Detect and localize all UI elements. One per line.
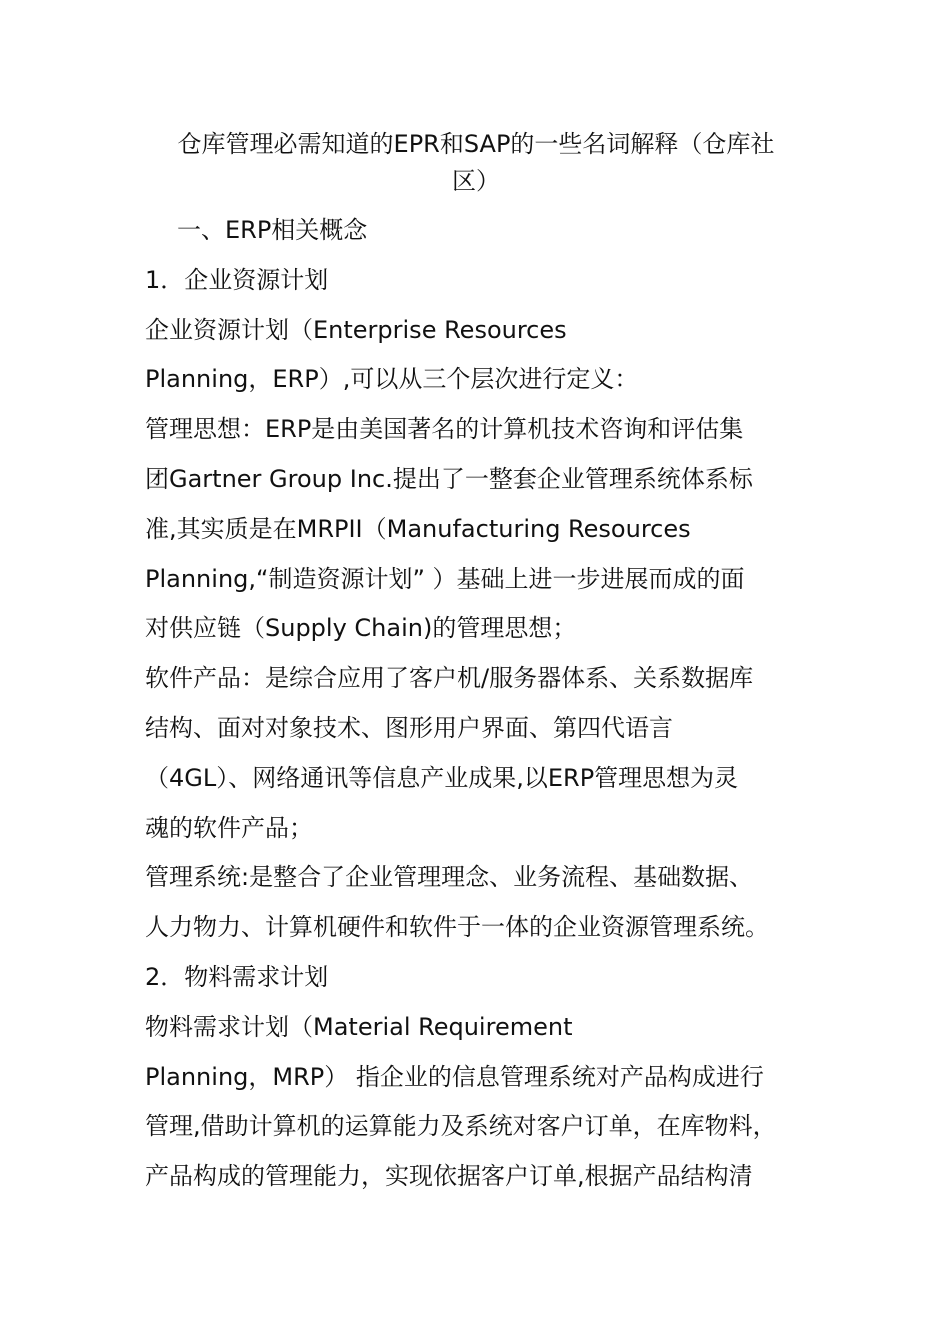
paragraph-line: Planning，MRP） 指企业的信息管理系统对产品构成进行 <box>145 1062 764 1091</box>
paragraph-line: Planning,“制造资源计划” ）基础上进一步进展而成的面 <box>145 564 745 593</box>
paragraph-line: Planning，ERP）,可以从三个层次进行定义： <box>145 365 639 394</box>
paragraph-line: （4GL）、网络通讯等信息产业成果,以ERP管理思想为灵 <box>145 763 739 792</box>
title-line-2: 区） <box>452 167 500 195</box>
paragraph-line: 软件产品：是综合应用了客户机/服务器体系、关系数据库 <box>145 664 754 693</box>
document-body <box>145 126 807 1202</box>
paragraph-line: 物料需求计划（Material Requirement <box>145 1012 573 1041</box>
subheading-enterprise-resource-planning: 1．企业资源计划 <box>145 265 329 294</box>
section-heading-erp: 一、ERP相关概念 <box>177 216 368 244</box>
paragraph-line: 管理系统:是整合了企业管理理念、业务流程、基础数据、 <box>145 863 754 892</box>
subheading-material-requirement-planning: 2．物料需求计划 <box>145 962 329 991</box>
paragraph-line: 产品构成的管理能力，实现依据客户订单,根据产品结构清 <box>145 1162 753 1191</box>
paragraph-line: 企业资源计划（Enterprise Resources <box>145 315 567 344</box>
document-title <box>145 126 807 206</box>
title-line-1: 仓库管理必需知道的EPR和SAP的一些名词解释（仓库社 <box>177 130 775 158</box>
paragraph-line: 对供应链（Supply Chain)的管理思想； <box>145 614 577 643</box>
paragraph-line: 团Gartner Group Inc.提出了一整套企业管理系统体系标 <box>145 464 753 493</box>
paragraph-line: 人力物力、计算机硬件和软件于一体的企业资源管理系统。 <box>145 913 769 942</box>
paragraph-line: 准,其实质是在MRPII（Manufacturing Resources <box>145 514 691 543</box>
paragraph-line: 魂的软件产品； <box>145 813 313 842</box>
paragraph-line: 管理,借助计算机的运算能力及系统对客户订单，在库物料， <box>145 1112 777 1141</box>
paragraph-line: 结构、面对对象技术、图形用户界面、第四代语言 <box>145 713 673 742</box>
paragraph-line: 管理思想：ERP是由美国著名的计算机技术咨询和评估集 <box>145 415 744 444</box>
